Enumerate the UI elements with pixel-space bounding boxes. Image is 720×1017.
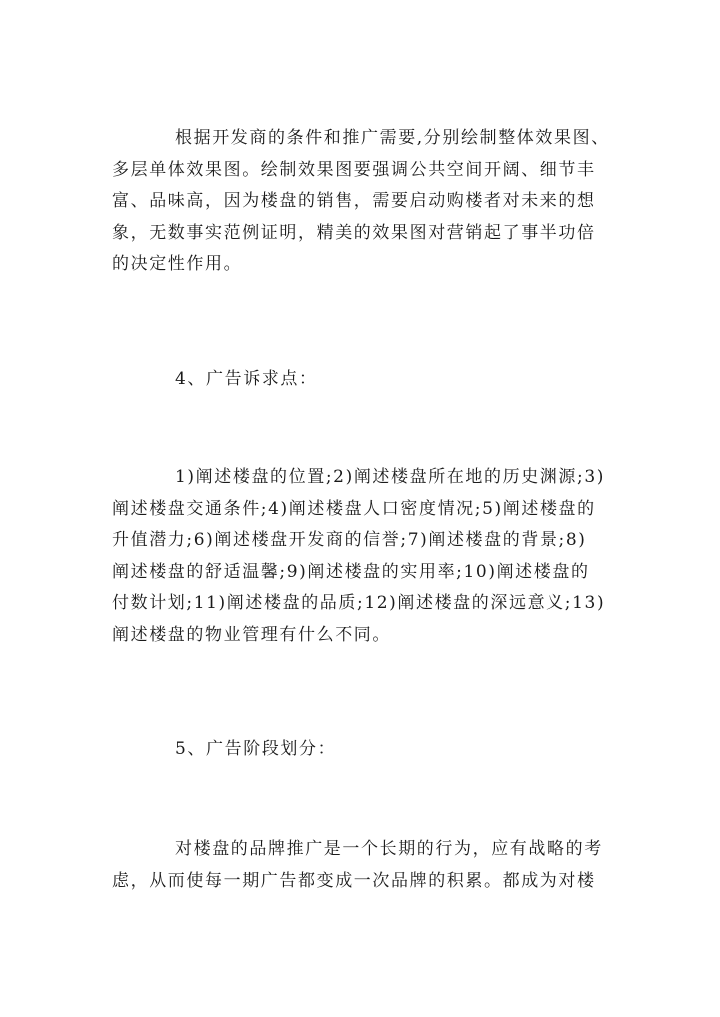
paragraph-line: 象，无数事实范例证明，精美的效果图对营销起了事半功倍 xyxy=(112,222,596,243)
paragraph-line: 的决定性作用。 xyxy=(112,254,243,274)
paragraph-line: 富、品味高，因为楼盘的销售，需要启动购楼者对未来的想 xyxy=(112,191,596,211)
paragraph-line: 升值潜力;6)阐述楼盘开发商的信誉;7)阐述楼盘的背景;8) xyxy=(112,530,587,550)
section-heading-ad-appeal: 4、广告诉求点： xyxy=(175,369,318,389)
paragraph-brand-promotion xyxy=(112,834,632,897)
section-heading-ad-phases: 5、广告阶段划分： xyxy=(175,739,337,759)
paragraph-line: 根据开发商的条件和推广需要,分别绘制整体效果图、 xyxy=(175,128,610,148)
paragraph-ad-appeal-points xyxy=(112,462,632,651)
paragraph-line: 虑，从而使每一期广告都变成一次品牌的积累。都成为对楼 xyxy=(112,870,596,891)
paragraph-line: 阐述楼盘的舒适温馨;9)阐述楼盘的实用率;10)阐述楼盘的 xyxy=(112,561,590,582)
paragraph-line: 多层单体效果图。绘制效果图要强调公共空间开阔、细节丰 xyxy=(112,159,596,180)
paragraph-line: 付数计划;11)阐述楼盘的品质;12)阐述楼盘的深远意义;13) xyxy=(112,593,606,613)
paragraph-line: 1)阐述楼盘的位置;2)阐述楼盘所在地的历史渊源;3) xyxy=(175,467,605,487)
paragraph-line: 对楼盘的品牌推广是一个长期的行为，应有战略的考 xyxy=(175,839,603,859)
paragraph-line: 阐述楼盘交通条件;4)阐述楼盘人口密度情况;5)阐述楼盘的 xyxy=(112,498,596,519)
paragraph-rendering-requirements xyxy=(112,123,632,281)
paragraph-line: 阐述楼盘的物业管理有什么不同。 xyxy=(112,624,391,645)
